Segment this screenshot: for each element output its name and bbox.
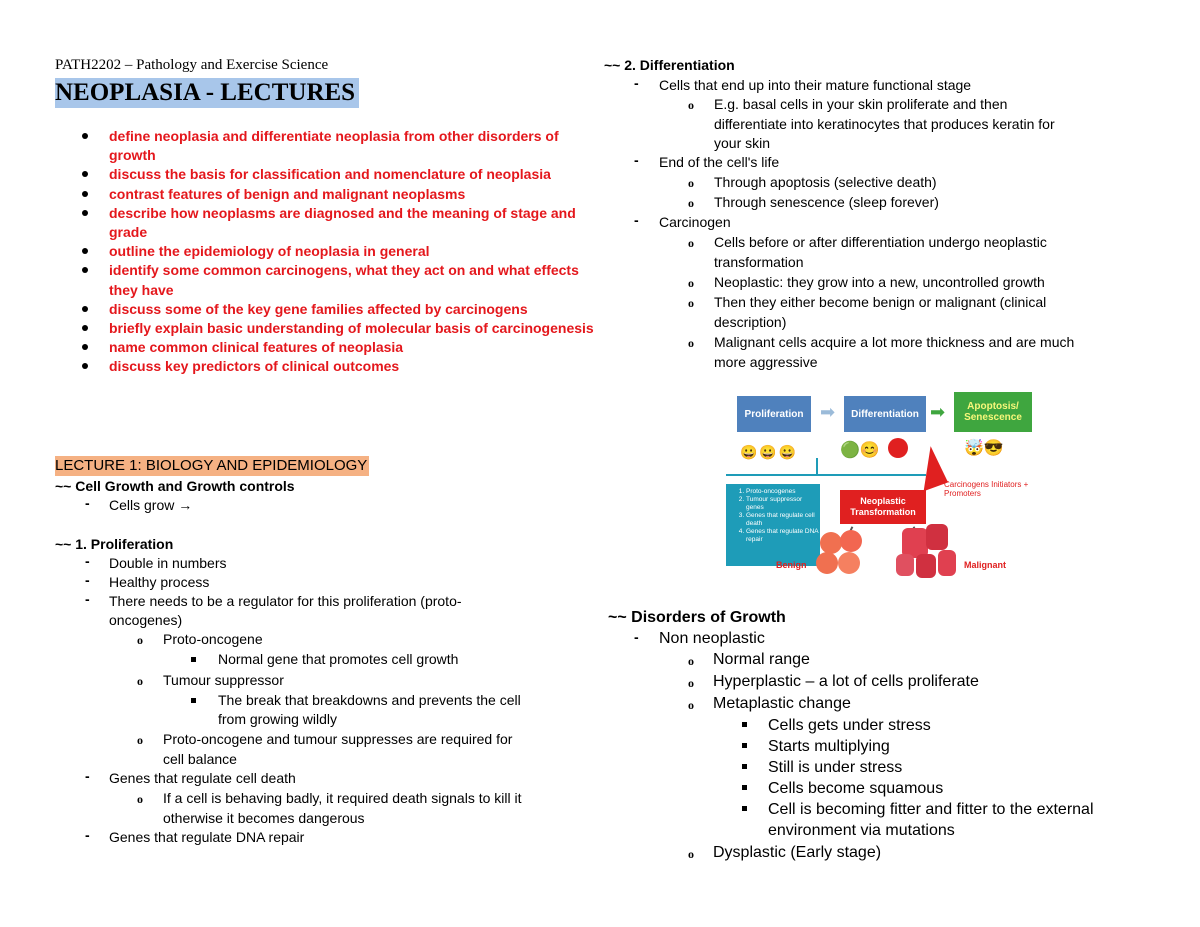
bullet-icon [82, 133, 88, 139]
objective-item: discuss some of the key gene families affected by carcinogens [55, 300, 599, 319]
neoplastic-box: Neoplastic Transformation [840, 490, 926, 524]
o-bullet-icon: o [137, 633, 143, 647]
list-item-cont: more aggressive [714, 354, 818, 370]
objective-item: define neoplasia and differentiate neoplasia from other disorders of growth [55, 127, 599, 165]
bullet-icon [82, 248, 88, 254]
growth-heading: ~~ Cell Growth and Growth controls [55, 478, 295, 494]
differentiation-heading: ~~ 2. Differentiation [604, 57, 735, 73]
list-item: Cells become squamous [768, 780, 944, 797]
list-item: Proto-oncogene [163, 631, 263, 647]
list-item: Tumour suppressor [163, 672, 284, 688]
list-item: Healthy process [109, 574, 210, 590]
list-item: Proto-oncogene and tumour suppresses are required for [163, 731, 513, 747]
dash-icon: - [634, 75, 639, 91]
square-bullet-icon [742, 722, 747, 727]
list-item: Carcinogen [659, 214, 731, 230]
list-item: Starts multiplying [768, 738, 890, 755]
lightning-bolt-icon [910, 445, 948, 491]
list-item: Neoplastic: they grow into a new, uncontrolled growth [714, 274, 1045, 290]
o-bullet-icon: o [688, 276, 694, 290]
o-bullet-icon: o [688, 236, 694, 250]
dash-icon: - [85, 495, 90, 511]
carcinogens-label: Carcinogens Initiators + Promoters [944, 480, 1029, 498]
list-item: Cells that end up into their mature functional stage [659, 77, 972, 93]
bullet-icon [82, 191, 88, 197]
objective-item: briefly explain basic understanding of molecular basis of carcinogenesis [55, 319, 599, 338]
transforming-cell-icon [888, 438, 908, 458]
list-item-cont: oncogenes) [109, 612, 183, 628]
bullet-icon [82, 344, 88, 350]
arrow-right-icon: ➡ [930, 402, 946, 422]
dash-icon: - [85, 768, 90, 784]
list-item: Then they either become benign or malignant (clinical [714, 294, 1047, 310]
gene-list-item: 2. Tumour suppressor genes [746, 496, 820, 512]
gene-list-item: 1. Proto-oncogenes [746, 488, 820, 496]
proliferation-box: Proliferation [737, 396, 811, 432]
bullet-icon [82, 210, 88, 216]
connector-line [816, 458, 818, 476]
o-bullet-icon: o [688, 676, 694, 690]
o-bullet-icon: o [688, 176, 694, 190]
list-item-cont: cell balance [163, 751, 237, 767]
list-item: Normal range [713, 651, 810, 668]
connector-line [726, 474, 926, 476]
o-bullet-icon: o [688, 847, 694, 861]
cells-grow-text: Cells grow → [109, 497, 193, 513]
dash-icon: - [85, 591, 90, 607]
benign-cells-icon [816, 528, 870, 580]
list-item: Non neoplastic [659, 630, 765, 647]
smiley-cells-icon: 😀😀😀 [740, 444, 799, 460]
cells-icon: 🟢😊 [840, 442, 880, 459]
list-item: Cell is becoming fitter and fitter to the external [768, 801, 1094, 818]
list-item: Dysplastic (Early stage) [713, 844, 882, 861]
square-bullet-icon [742, 743, 747, 748]
list-item-cont: differentiate into keratinocytes that produces keratin for [714, 116, 1055, 132]
neoplasia-diagram [720, 388, 1040, 588]
objectives-list [55, 127, 599, 377]
square-bullet-icon [742, 785, 747, 790]
objective-item: outline the epidemiology of neoplasia in general [55, 242, 599, 261]
bullet-icon [82, 171, 88, 177]
list-item: Hyperplastic – a lot of cells proliferate [713, 673, 979, 690]
list-item: Genes that regulate cell death [109, 770, 296, 786]
disorders-heading: ~~ Disorders of Growth [608, 609, 786, 626]
bullet-icon [82, 363, 88, 369]
o-bullet-icon: o [688, 296, 694, 310]
list-item-cont: transformation [714, 254, 804, 270]
malignant-cells-icon [896, 520, 960, 580]
list-item: End of the cell's life [659, 154, 780, 170]
objective-item: name common clinical features of neoplasia [55, 338, 599, 357]
list-item-cont: environment via mutations [768, 822, 955, 839]
list-item: If a cell is behaving badly, it required death signals to kill it [163, 790, 522, 806]
list-item: Cells gets under stress [768, 717, 931, 734]
dash-icon: - [634, 152, 639, 168]
dash-icon: - [85, 553, 90, 569]
arrow-right-icon: ➡ [820, 402, 836, 422]
bullet-icon [82, 267, 88, 273]
proliferation-heading: ~~ 1. Proliferation [55, 536, 174, 552]
list-item-cont: otherwise it becomes dangerous [163, 810, 365, 826]
course-title: PATH2202 – Pathology and Exercise Science [55, 57, 329, 73]
o-bullet-icon: o [688, 698, 694, 712]
square-bullet-icon [191, 657, 196, 662]
list-item: The break that breakdowns and prevents the cell [218, 692, 521, 708]
o-bullet-icon: o [688, 98, 694, 112]
o-bullet-icon: o [688, 336, 694, 350]
list-item-cont: from growing wildly [218, 711, 338, 727]
list-item-cont: your skin [714, 135, 771, 151]
dash-icon: - [85, 827, 90, 843]
o-bullet-icon: o [137, 792, 143, 806]
o-bullet-icon: o [688, 654, 694, 668]
o-bullet-icon: o [688, 196, 694, 210]
o-bullet-icon: o [137, 674, 143, 688]
apoptosis-box: Apoptosis/ Senescence [954, 392, 1032, 432]
list-item: Through apoptosis (selective death) [714, 174, 937, 190]
gene-list-item: 3. Genes that regulate cell death [746, 512, 820, 528]
objective-item: describe how neoplasms are diagnosed and the meaning of stage and grade [55, 204, 599, 242]
dash-icon: - [634, 212, 639, 228]
list-item: E.g. basal cells in your skin proliferate and then [714, 96, 1008, 112]
list-item: Cells before or after differentiation undergo neoplastic [714, 234, 1047, 250]
objective-item: contrast features of benign and malignant neoplasms [55, 185, 599, 204]
senescent-cells-icon: 🤯😎 [964, 440, 1004, 457]
list-item: Metaplastic change [713, 695, 851, 712]
bullet-icon [82, 306, 88, 312]
bullet-icon [82, 325, 88, 331]
malignant-label: Malignant [964, 560, 1006, 570]
o-bullet-icon: o [137, 733, 143, 747]
list-item: Normal gene that promotes cell growth [218, 651, 459, 667]
gene-list-box [726, 484, 820, 566]
dash-icon: - [85, 572, 90, 588]
objective-item: identify some common carcinogens, what they act on and what effects they have [55, 261, 599, 299]
benign-label: Benign [776, 560, 807, 570]
list-item: Malignant cells acquire a lot more thickness and are much [714, 334, 1075, 350]
list-item: Through senescence (sleep forever) [714, 194, 939, 210]
page-title: NEOPLASIA - LECTURES [55, 78, 359, 108]
square-bullet-icon [742, 764, 747, 769]
list-item: Genes that regulate DNA repair [109, 829, 305, 845]
objective-item: discuss key predictors of clinical outcomes [55, 357, 599, 376]
list-item: There needs to be a regulator for this proliferation (proto- [109, 593, 462, 609]
objective-item: discuss the basis for classification and nomenclature of neoplasia [55, 165, 599, 184]
gene-list-item: 4. Genes that regulate DNA repair [746, 528, 820, 544]
square-bullet-icon [742, 806, 747, 811]
list-item-cont: description) [714, 314, 787, 330]
list-item: Double in numbers [109, 555, 227, 571]
differentiation-box: Differentiation [844, 396, 926, 432]
dash-icon: - [634, 629, 639, 645]
square-bullet-icon [191, 698, 196, 703]
list-item: Still is under stress [768, 759, 903, 776]
lecture-heading: LECTURE 1: BIOLOGY AND EPIDEMIOLOGY [55, 457, 368, 474]
